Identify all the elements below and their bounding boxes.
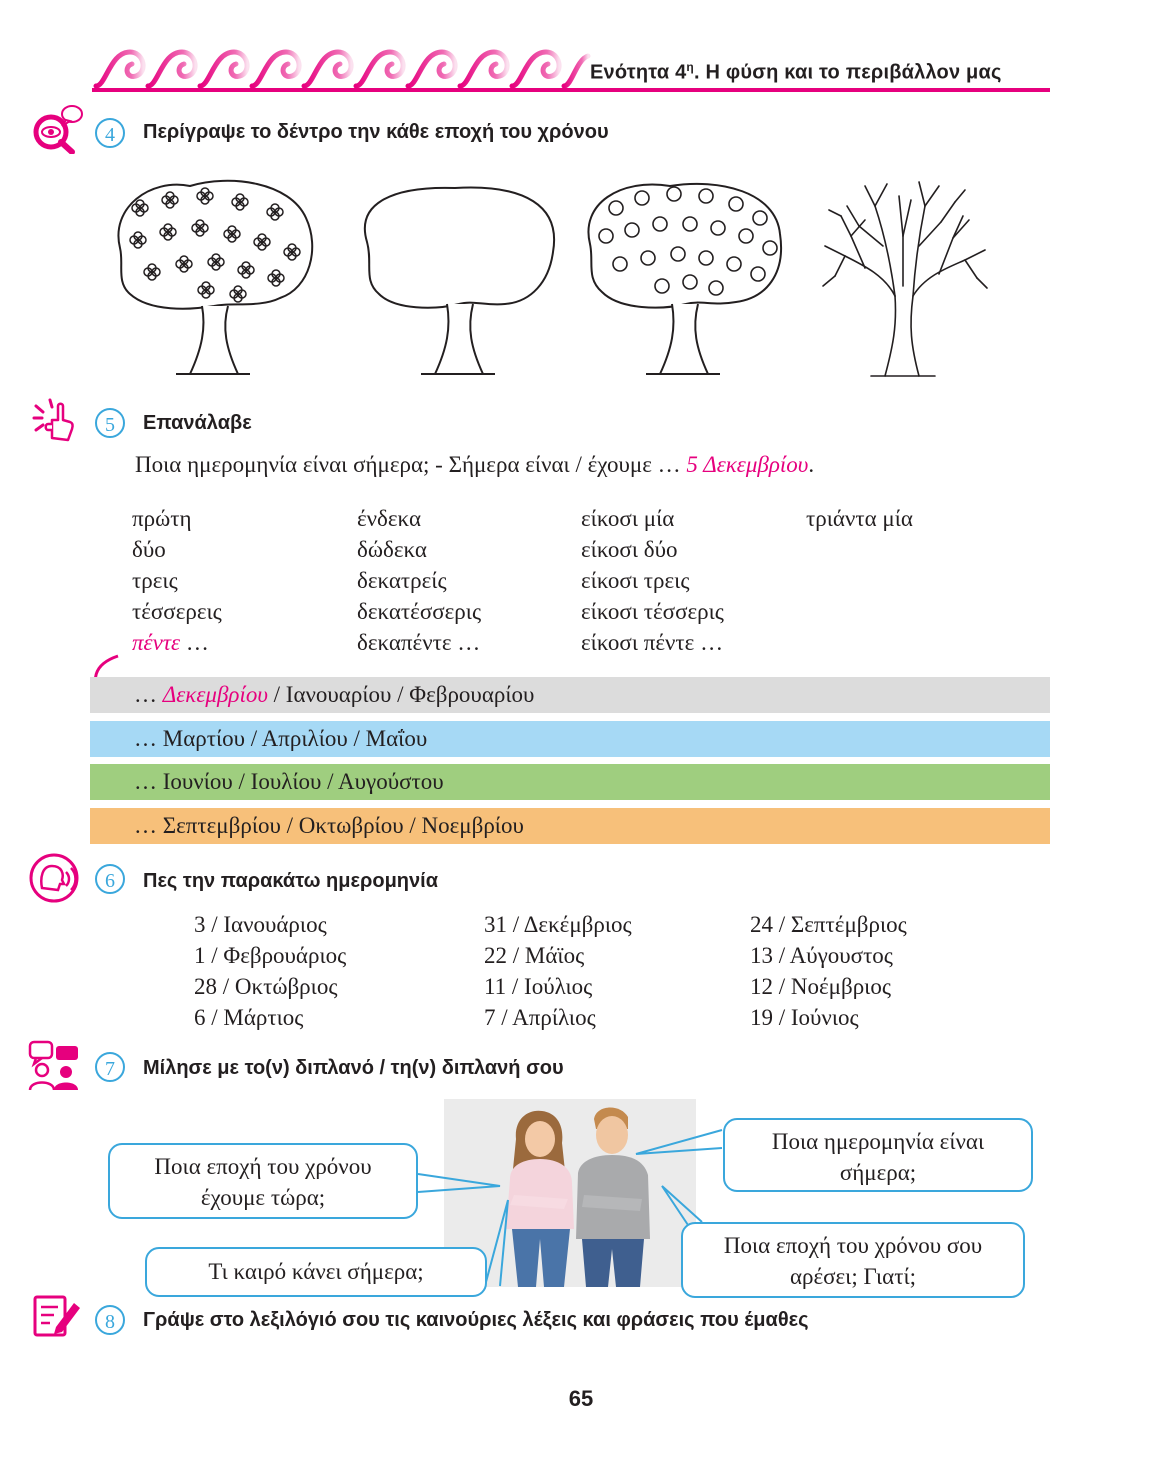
- number-word: δεκατέσσερις: [357, 599, 482, 624]
- bar-text: / Ιανουαρίου / Φεβρουαρίου: [267, 682, 535, 707]
- bubble-line: Ποια εποχή του χρόνου: [154, 1154, 372, 1179]
- speak-icon: [28, 852, 84, 904]
- tree-summer-illustration: [355, 182, 565, 378]
- header-title-sup: η: [686, 60, 694, 74]
- header-title-main: Ενότητα 4: [590, 61, 687, 84]
- number-word: τέσσερεις: [132, 599, 222, 624]
- ordinal-column-2: [357, 503, 481, 658]
- months-bar-spring: [90, 721, 1050, 757]
- ordinal-column-1: [132, 503, 222, 658]
- number-word: δύο: [132, 537, 166, 562]
- exercise-number-8: 8: [95, 1305, 125, 1335]
- number-word: είκοσι πέντε …: [581, 630, 724, 655]
- bar-prefix: …: [134, 813, 163, 838]
- bar-prefix: …: [134, 769, 163, 794]
- date-question-sentence: [135, 452, 814, 478]
- header-title-rest: . Η φύση και το περιβάλλον μας: [693, 61, 1002, 84]
- ordinal-column-4: [806, 503, 913, 534]
- exercise-7-instruction: Μίλησε με το(ν) διπλανό / τη(ν) διπλανή σου: [143, 1057, 564, 1079]
- number-word: πρώτη: [132, 506, 192, 531]
- speech-bubble-date: [723, 1118, 1033, 1192]
- speech-bubble-season-now: [108, 1143, 418, 1219]
- date-question: Ποια ημερομηνία είναι σήμερα; - Σήμερα είναι / έχουμε …: [135, 452, 681, 477]
- exercise-8-instruction: Γράψε στο λεξιλόγιό σου τις καινούριες λέξεις και φράσεις που έμαθες: [143, 1309, 809, 1331]
- exercise-4-instruction: Περίγραψε το δέντρο την κάθε εποχή του χρόνου: [143, 121, 609, 143]
- number-word: τρεις: [132, 568, 178, 593]
- number-word: είκοσι τρεις: [581, 568, 690, 593]
- dates-column-3: [750, 909, 907, 1033]
- number-word-five: [132, 627, 222, 658]
- date-answer-period: .: [808, 452, 815, 477]
- page-number: 65: [568, 1386, 594, 1411]
- number-word: δώδεκα: [357, 537, 427, 562]
- number-word: δεκατρείς: [357, 568, 447, 593]
- exercise-6-instruction: Πες την παρακάτω ημερομηνία: [143, 870, 438, 892]
- number-word-five-pink: πέντε: [132, 630, 181, 655]
- bubble-line: Ποια εποχή του χρόνου σου: [723, 1233, 983, 1258]
- tree-winter-illustration: [815, 176, 990, 378]
- date-item: 31 / Δεκέμβριος: [484, 912, 632, 937]
- date-item: 19 / Ιούνιος: [750, 1005, 859, 1030]
- date-item: 12 / Νοέμβριος: [750, 974, 891, 999]
- number-word: δεκαπέντε …: [357, 630, 481, 655]
- tree-autumn-illustration: [580, 178, 790, 378]
- months-bar-summer: [90, 764, 1050, 800]
- date-item: 7 / Απρίλιος: [484, 1005, 596, 1030]
- ordinal-column-3: [581, 503, 724, 658]
- date-item: 24 / Σεπτέμβριος: [750, 912, 907, 937]
- number-word-five-ellipsis: …: [180, 630, 209, 655]
- months-bar-winter: [90, 677, 1050, 713]
- page-header-title: [590, 60, 1002, 85]
- date-item: 22 / Μάϊος: [484, 943, 585, 968]
- conversation-icon: [28, 1040, 82, 1092]
- number-word: ένδεκα: [357, 506, 421, 531]
- exercise-5-instruction: Επανάλαβε: [143, 412, 252, 434]
- bar-text: Σεπτεμβρίου / Οκτωβρίου / Νοεμβρίου: [162, 813, 524, 838]
- number-word: είκοσι τέσσερις: [581, 599, 724, 624]
- tree-spring-illustration: [110, 178, 320, 378]
- exercise-number-5: 5: [95, 408, 125, 438]
- bubble-line: αρέσει; Γιατί;: [789, 1264, 917, 1289]
- exercise-number-4: 4: [95, 118, 125, 148]
- bar-text: Μαρτίου / Απριλίου / Μαΐου: [162, 726, 428, 751]
- bubble-line: σήμερα;: [839, 1160, 917, 1185]
- bubble-line: Τι καιρό κάνει σήμερα;: [208, 1259, 424, 1284]
- bar-text: Ιουνίου / Ιουλίου / Αυγούστου: [162, 769, 444, 794]
- speech-bubble-weather: [145, 1247, 487, 1297]
- date-item: 1 / Φεβρουάριος: [194, 943, 347, 968]
- exercise-number-6: 6: [95, 864, 125, 894]
- dates-column-1: [194, 909, 346, 1033]
- write-icon: [32, 1293, 82, 1339]
- number-word: τριάντα μία: [806, 506, 913, 531]
- dates-column-2: [484, 909, 632, 1033]
- date-item: 13 / Αύγουστος: [750, 943, 893, 968]
- exercise-number-7: 7: [95, 1052, 125, 1082]
- header-wave-ornament: [92, 46, 592, 90]
- number-word: είκοσι δύο: [581, 537, 678, 562]
- bar-prefix: …: [134, 726, 163, 751]
- date-item: 11 / Ιούλιος: [484, 974, 593, 999]
- date-item: 6 / Μάρτιος: [194, 1005, 304, 1030]
- date-item: 28 / Οκτώβριος: [194, 974, 338, 999]
- date-answer: 5 Δεκεμβρίου: [686, 452, 809, 477]
- bubble-line: Ποια ημερομηνία είναι: [771, 1129, 985, 1154]
- date-item: 3 / Ιανουάριος: [194, 912, 327, 937]
- speech-bubble-favorite-season: [681, 1222, 1025, 1298]
- number-word: είκοσι μία: [581, 506, 675, 531]
- observe-icon: [30, 102, 84, 154]
- repeat-hand-icon: [30, 398, 76, 444]
- bar-prefix: …: [134, 682, 163, 707]
- months-bar-autumn: [90, 808, 1050, 844]
- bubble-line: έχουμε τώρα;: [200, 1185, 326, 1210]
- bar-highlight: Δεκεμβρίου: [162, 682, 268, 707]
- header-rule: [92, 88, 1050, 92]
